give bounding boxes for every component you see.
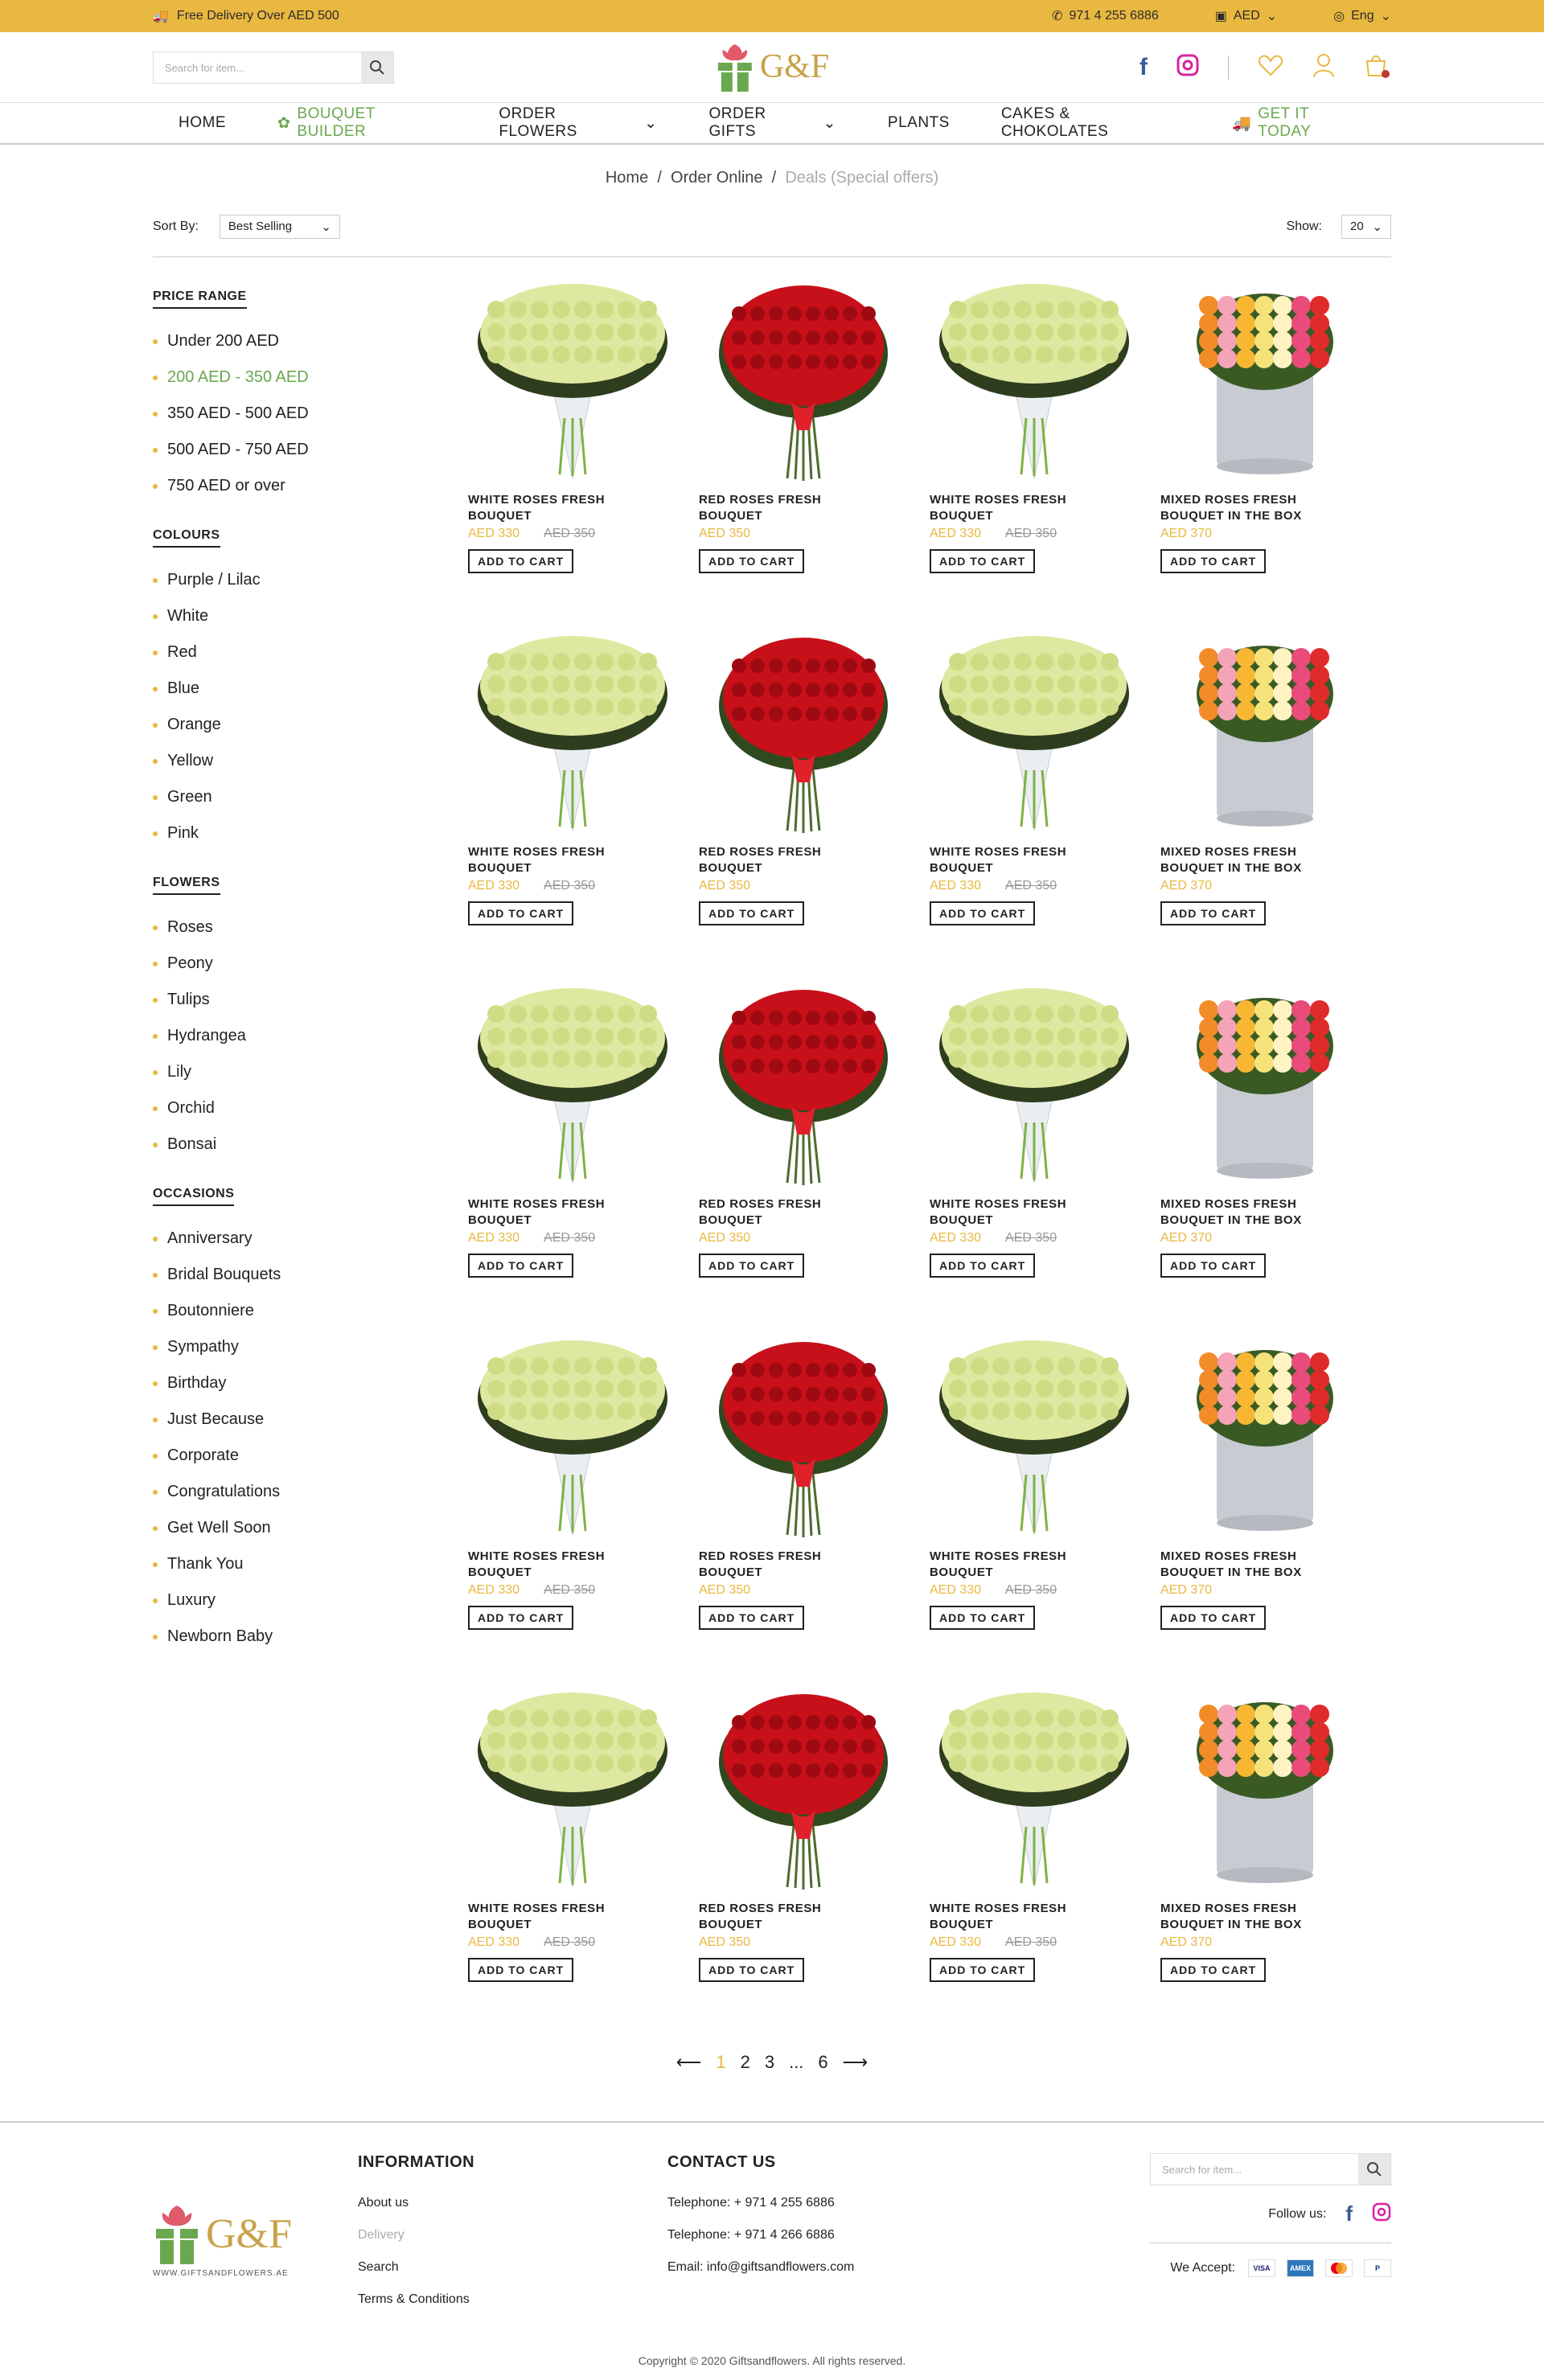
product-name[interactable]: RED ROSES FRESH BOUQUET bbox=[699, 1549, 822, 1579]
product-card[interactable] bbox=[1160, 1338, 1391, 1690]
product-image[interactable] bbox=[1168, 281, 1361, 482]
filter-flowers-item[interactable]: Orchid bbox=[153, 1090, 457, 1126]
nav-get-it-today[interactable]: 🚚 GET IT TODAY bbox=[1232, 105, 1312, 140]
add-to-cart-button[interactable]: ADD TO CART bbox=[930, 1606, 1035, 1630]
add-to-cart-button[interactable]: ADD TO CART bbox=[1160, 901, 1266, 925]
add-to-cart-button[interactable]: ADD TO CART bbox=[699, 1254, 804, 1278]
product-price: AED 330 AED 350 bbox=[468, 1583, 596, 1597]
product-price: AED 350 bbox=[699, 1583, 751, 1597]
add-to-cart-button[interactable]: ADD TO CART bbox=[930, 1254, 1035, 1278]
filter-colours-item[interactable]: Blue bbox=[153, 671, 457, 707]
product-card[interactable] bbox=[468, 1690, 699, 2042]
product-image[interactable] bbox=[707, 281, 900, 482]
truck-icon: 🚚 bbox=[153, 10, 169, 23]
add-to-cart-button[interactable]: ADD TO CART bbox=[699, 549, 804, 573]
filter-flowers-item[interactable]: Peony bbox=[153, 946, 457, 982]
product-old-price: AED 350 bbox=[544, 527, 596, 540]
product-name[interactable]: MIXED ROSES FRESH BOUQUET IN THE BOX bbox=[1160, 1902, 1302, 1931]
footer-about-link[interactable]: About us bbox=[358, 2196, 409, 2210]
product-old-price: AED 350 bbox=[1005, 879, 1057, 892]
product-image[interactable] bbox=[938, 1338, 1131, 1539]
product-image[interactable] bbox=[1168, 1690, 1361, 1891]
product-image[interactable] bbox=[707, 634, 900, 835]
product-price: AED 330 AED 350 bbox=[930, 527, 1057, 540]
phone-link[interactable]: ✆ 971 4 255 6886 bbox=[1052, 9, 1159, 23]
filter-colours-item[interactable]: Orange bbox=[153, 707, 457, 743]
product-card[interactable] bbox=[930, 281, 1160, 634]
instagram-icon[interactable] bbox=[1372, 2202, 1391, 2226]
product-image[interactable] bbox=[476, 986, 669, 1187]
product-name[interactable]: RED ROSES FRESH BOUQUET bbox=[699, 493, 822, 523]
filter-occasions-item[interactable]: Anniversary bbox=[153, 1221, 457, 1257]
footer-logo[interactable]: G&F WWW.GIFTSANDFLOWERS.AE bbox=[153, 2153, 358, 2346]
footer-right bbox=[1150, 2153, 1391, 2346]
filter-occasions-item[interactable]: Thank You bbox=[153, 1546, 457, 1582]
product-price: AED 330 AED 350 bbox=[930, 1935, 1057, 1949]
filter-price-item[interactable]: 500 AED - 750 AED bbox=[153, 432, 457, 468]
visa-icon: VISA bbox=[1248, 2259, 1275, 2277]
globe-icon: ◎ bbox=[1333, 10, 1345, 23]
filter-occasions-item[interactable]: Birthday bbox=[153, 1365, 457, 1401]
filter-colours-item[interactable]: Yellow bbox=[153, 743, 457, 779]
footer-phone-2[interactable]: Telephone: + 971 4 266 6886 bbox=[667, 2228, 835, 2242]
product-image[interactable] bbox=[707, 986, 900, 1187]
product-image[interactable] bbox=[476, 281, 669, 482]
paypal-icon: P bbox=[1364, 2259, 1391, 2277]
flowers-title: FLOWERS bbox=[153, 876, 220, 895]
logo[interactable] bbox=[715, 40, 829, 93]
header-search[interactable] bbox=[153, 51, 394, 84]
product-price: AED 330 AED 350 bbox=[468, 527, 596, 540]
product-name[interactable]: WHITE ROSES FRESH BOUQUET bbox=[468, 1549, 606, 1579]
product-card[interactable] bbox=[1160, 281, 1391, 634]
filter-flowers-item[interactable]: Lily bbox=[153, 1054, 457, 1090]
product-name[interactable]: MIXED ROSES FRESH BOUQUET IN THE BOX bbox=[1160, 493, 1302, 523]
filter-price-item[interactable]: 200 AED - 350 AED bbox=[153, 359, 457, 396]
add-to-cart-button[interactable]: ADD TO CART bbox=[468, 1254, 573, 1278]
product-old-price: AED 350 bbox=[544, 879, 596, 892]
product-card[interactable] bbox=[930, 986, 1160, 1338]
product-name[interactable]: RED ROSES FRESH BOUQUET bbox=[699, 1197, 822, 1227]
filter-colours-item[interactable]: Red bbox=[153, 634, 457, 671]
filter-flowers-item[interactable]: Hydrangea bbox=[153, 1018, 457, 1054]
product-name[interactable]: RED ROSES FRESH BOUQUET bbox=[699, 1902, 822, 1931]
product-image[interactable] bbox=[938, 986, 1131, 1187]
product-name[interactable]: WHITE ROSES FRESH BOUQUET bbox=[930, 1902, 1067, 1931]
filter-flowers-item[interactable]: Bonsai bbox=[153, 1126, 457, 1163]
product-card[interactable] bbox=[468, 281, 699, 634]
product-name[interactable]: MIXED ROSES FRESH BOUQUET IN THE BOX bbox=[1160, 845, 1302, 875]
product-name[interactable]: WHITE ROSES FRESH BOUQUET bbox=[930, 845, 1067, 875]
mastercard-icon bbox=[1325, 2259, 1353, 2277]
product-card[interactable] bbox=[699, 1690, 930, 2042]
product-name[interactable]: WHITE ROSES FRESH BOUQUET bbox=[930, 1549, 1067, 1579]
product-card[interactable] bbox=[930, 634, 1160, 986]
facebook-icon[interactable]: f bbox=[1345, 2202, 1353, 2226]
page-3[interactable]: 3 bbox=[764, 2052, 775, 2072]
header bbox=[0, 32, 1544, 103]
add-to-cart-button[interactable]: ADD TO CART bbox=[699, 1606, 804, 1630]
price-range-title: PRICE RANGE bbox=[153, 289, 247, 309]
nav-home[interactable]: HOME bbox=[179, 114, 226, 131]
product-card[interactable] bbox=[468, 986, 699, 1338]
product-card[interactable] bbox=[699, 1338, 930, 1690]
product-price: AED 370 bbox=[1160, 1231, 1213, 1245]
breadcrumb-order[interactable]: Order Online bbox=[671, 169, 763, 187]
product-image[interactable] bbox=[1168, 986, 1361, 1187]
breadcrumb-current: Deals (Special offers) bbox=[785, 169, 939, 187]
copyright: Copyright © 2020 Giftsandflowers. All rights reserved. bbox=[638, 2354, 906, 2367]
filter-sidebar bbox=[153, 281, 457, 2042]
flower-icon: ✿ bbox=[277, 114, 291, 132]
product-name[interactable]: WHITE ROSES FRESH BOUQUET bbox=[930, 1197, 1067, 1227]
language-select[interactable]: ◎ Eng ⌄ bbox=[1333, 9, 1391, 23]
filter-occasions-item[interactable]: Sympathy bbox=[153, 1329, 457, 1365]
footer-phone-1[interactable]: Telephone: + 971 4 255 6886 bbox=[667, 2196, 835, 2210]
footer-search-link[interactable]: Search bbox=[358, 2260, 399, 2274]
filter-price-item[interactable]: Under 200 AED bbox=[153, 323, 457, 359]
product-old-price: AED 350 bbox=[544, 1231, 596, 1245]
product-card[interactable] bbox=[468, 634, 699, 986]
breadcrumb-home[interactable]: Home bbox=[605, 169, 649, 187]
product-image[interactable] bbox=[707, 1690, 900, 1891]
product-name[interactable]: RED ROSES FRESH BOUQUET bbox=[699, 845, 822, 875]
add-to-cart-button[interactable]: ADD TO CART bbox=[1160, 549, 1266, 573]
prev-arrow-icon[interactable]: ⟵ bbox=[676, 2052, 702, 2072]
footer-search-input[interactable]: Search for item... bbox=[1162, 2164, 1242, 2176]
product-price: AED 350 bbox=[699, 527, 751, 540]
product-image[interactable] bbox=[938, 634, 1131, 835]
add-to-cart-button[interactable]: ADD TO CART bbox=[930, 901, 1035, 925]
add-to-cart-button[interactable]: ADD TO CART bbox=[1160, 1254, 1266, 1278]
product-card[interactable] bbox=[1160, 986, 1391, 1338]
amex-icon: AMEX bbox=[1287, 2259, 1314, 2277]
add-to-cart-button[interactable]: ADD TO CART bbox=[468, 901, 573, 925]
filter-occasions-item[interactable]: Bridal Bouquets bbox=[153, 1257, 457, 1293]
footer-search[interactable] bbox=[1150, 2153, 1391, 2185]
product-price: AED 350 bbox=[699, 1935, 751, 1949]
truck-icon: 🚚 bbox=[1232, 115, 1252, 132]
product-price: AED 350 bbox=[699, 1231, 751, 1245]
product-old-price: AED 350 bbox=[1005, 527, 1057, 540]
product-card[interactable] bbox=[699, 634, 930, 986]
colours-title: COLOURS bbox=[153, 528, 220, 548]
show-label: Show: bbox=[1286, 220, 1322, 233]
product-image[interactable] bbox=[1168, 634, 1361, 835]
filter-occasions-item[interactable]: Boutonniere bbox=[153, 1293, 457, 1329]
page-6[interactable]: 6 bbox=[818, 2052, 828, 2072]
filter-occasions-item[interactable]: Newborn Baby bbox=[153, 1619, 457, 1655]
logo-text: G&F bbox=[759, 48, 830, 85]
product-name[interactable]: MIXED ROSES FRESH BOUQUET IN THE BOX bbox=[1160, 1549, 1302, 1579]
nav-cakes[interactable]: CAKES & CHOKOLATES bbox=[1000, 105, 1109, 140]
page-1[interactable]: 1 bbox=[716, 2052, 726, 2072]
filter-occasions-item[interactable]: Just Because bbox=[153, 1401, 457, 1438]
nav-order-gifts[interactable]: ORDER GIFTS ⌄ bbox=[708, 105, 836, 140]
add-to-cart-button[interactable]: ADD TO CART bbox=[930, 1958, 1035, 1982]
product-old-price: AED 350 bbox=[1005, 1935, 1057, 1949]
product-image[interactable] bbox=[476, 1338, 669, 1539]
product-image[interactable] bbox=[938, 1690, 1131, 1891]
product-name[interactable]: WHITE ROSES FRESH BOUQUET bbox=[468, 1197, 606, 1227]
follow-label: Follow us: bbox=[1268, 2206, 1327, 2221]
product-price: AED 370 bbox=[1160, 879, 1213, 892]
sort-bar bbox=[153, 215, 1391, 257]
product-image[interactable] bbox=[1168, 1338, 1361, 1539]
nav-order-flowers[interactable]: ORDER FLOWERS ⌄ bbox=[499, 105, 658, 140]
nav-bouquet-builder[interactable]: ✿ BOUQUET BUILDER bbox=[277, 105, 376, 140]
product-price: AED 370 bbox=[1160, 527, 1213, 540]
product-price: AED 370 bbox=[1160, 1935, 1213, 1949]
product-old-price: AED 350 bbox=[1005, 1583, 1057, 1597]
search-icon[interactable] bbox=[1358, 2154, 1390, 2185]
footer-site: WWW.GIFTSANDFLOWERS.AE bbox=[153, 2269, 289, 2278]
page-ellipsis: ... bbox=[789, 2052, 804, 2072]
product-card[interactable] bbox=[1160, 634, 1391, 986]
add-to-cart-button[interactable]: ADD TO CART bbox=[468, 1958, 573, 1982]
product-image[interactable] bbox=[707, 1338, 900, 1539]
product-price: AED 330 AED 350 bbox=[930, 1583, 1057, 1597]
search-input[interactable]: Search for item... bbox=[165, 61, 244, 74]
divider bbox=[1228, 55, 1229, 80]
product-image[interactable] bbox=[476, 634, 669, 835]
product-price: AED 330 AED 350 bbox=[468, 1935, 596, 1949]
filter-occasions-item[interactable]: Get Well Soon bbox=[153, 1510, 457, 1546]
filter-flowers-item[interactable]: Roses bbox=[153, 909, 457, 946]
footer-information: INFORMATION About us Delivery Search Terms & Conditions bbox=[358, 2153, 667, 2346]
filter-occasions-item[interactable]: Corporate bbox=[153, 1438, 457, 1474]
accept-label: We Accept: bbox=[1170, 2261, 1235, 2275]
product-old-price: AED 350 bbox=[544, 1935, 596, 1949]
product-name[interactable]: WHITE ROSES FRESH BOUQUET bbox=[468, 1902, 606, 1931]
pagination bbox=[0, 2052, 1544, 2073]
filter-colours-item[interactable]: Green bbox=[153, 779, 457, 815]
product-name[interactable]: WHITE ROSES FRESH BOUQUET bbox=[468, 493, 606, 523]
product-image[interactable] bbox=[938, 281, 1131, 482]
footer-email[interactable]: Email: info@giftsandflowers.com bbox=[667, 2260, 855, 2274]
wallet-icon: ▣ bbox=[1214, 10, 1227, 23]
product-price: AED 330 AED 350 bbox=[468, 1231, 596, 1245]
footer-delivery-link[interactable]: Delivery bbox=[358, 2228, 404, 2242]
add-to-cart-button[interactable]: ADD TO CART bbox=[930, 549, 1035, 573]
filter-flowers-item[interactable]: Tulips bbox=[153, 982, 457, 1018]
filter-price-item[interactable]: 350 AED - 500 AED bbox=[153, 396, 457, 432]
product-price: AED 330 AED 350 bbox=[930, 1231, 1057, 1245]
product-card[interactable] bbox=[468, 1338, 699, 1690]
page-2[interactable]: 2 bbox=[740, 2052, 750, 2072]
product-name[interactable]: WHITE ROSES FRESH BOUQUET bbox=[930, 493, 1067, 523]
instagram-icon[interactable] bbox=[1176, 54, 1199, 80]
product-price: AED 330 AED 350 bbox=[930, 879, 1057, 892]
occasions-title: OCCASIONS bbox=[153, 1187, 234, 1206]
add-to-cart-button[interactable]: ADD TO CART bbox=[468, 1606, 573, 1630]
facebook-icon[interactable]: f bbox=[1140, 53, 1148, 80]
product-card[interactable] bbox=[930, 1690, 1160, 2042]
product-card[interactable] bbox=[930, 1338, 1160, 1690]
product-image[interactable] bbox=[476, 1690, 669, 1891]
filter-occasions-item[interactable]: Luxury bbox=[153, 1582, 457, 1619]
search-icon[interactable] bbox=[361, 52, 393, 83]
product-card[interactable] bbox=[699, 281, 930, 634]
cart-icon[interactable] bbox=[1364, 51, 1391, 83]
sort-label: Sort By: bbox=[153, 220, 199, 233]
product-grid bbox=[468, 281, 1391, 2042]
add-to-cart-button[interactable]: ADD TO CART bbox=[468, 549, 573, 573]
phone-icon: ✆ bbox=[1052, 10, 1063, 23]
filter-colours-item[interactable]: White bbox=[153, 598, 457, 634]
add-to-cart-button[interactable]: ADD TO CART bbox=[699, 1958, 804, 1982]
add-to-cart-button[interactable]: ADD TO CART bbox=[1160, 1606, 1266, 1630]
product-price: AED 370 bbox=[1160, 1583, 1213, 1597]
gift-flower-icon bbox=[715, 40, 755, 93]
show-select[interactable]: 20 ⌄ bbox=[1341, 215, 1391, 239]
currency-select[interactable]: ▣ AED ⌄ bbox=[1214, 9, 1278, 23]
footer-contact: CONTACT US Telephone: + 971 4 255 6886 Telephone: + 971 4 266 6886 Email: info@giftsandflowers.com bbox=[667, 2153, 1150, 2346]
product-card[interactable] bbox=[1160, 1690, 1391, 2042]
filter-colours-item[interactable]: Purple / Lilac bbox=[153, 562, 457, 598]
user-icon[interactable] bbox=[1312, 52, 1335, 82]
filter-colours-item[interactable]: Pink bbox=[153, 815, 457, 851]
sort-select[interactable]: Best Selling ⌄ bbox=[220, 215, 340, 239]
breadcrumb: Home / Order Online / Deals (Special offers) bbox=[605, 169, 939, 187]
add-to-cart-button[interactable]: ADD TO CART bbox=[699, 901, 804, 925]
main-nav bbox=[0, 103, 1544, 145]
filter-occasions-item[interactable]: Congratulations bbox=[153, 1474, 457, 1510]
footer-terms-link[interactable]: Terms & Conditions bbox=[358, 2292, 470, 2306]
filter-price-item[interactable]: 750 AED or over bbox=[153, 468, 457, 504]
product-price: AED 330 AED 350 bbox=[468, 879, 596, 892]
product-price: AED 350 bbox=[699, 879, 751, 892]
product-name[interactable]: WHITE ROSES FRESH BOUQUET bbox=[468, 845, 606, 875]
product-old-price: AED 350 bbox=[1005, 1231, 1057, 1245]
heart-icon[interactable] bbox=[1258, 53, 1283, 81]
add-to-cart-button[interactable]: ADD TO CART bbox=[1160, 1958, 1266, 1982]
product-name[interactable]: MIXED ROSES FRESH BOUQUET IN THE BOX bbox=[1160, 1197, 1302, 1227]
top-bar bbox=[0, 0, 1544, 32]
nav-plants[interactable]: PLANTS bbox=[887, 114, 950, 131]
footer bbox=[0, 2121, 1544, 2346]
next-arrow-icon[interactable]: ⟶ bbox=[842, 2052, 868, 2072]
gift-flower-icon bbox=[153, 2202, 201, 2266]
product-old-price: AED 350 bbox=[544, 1583, 596, 1597]
product-card[interactable] bbox=[699, 986, 930, 1338]
delivery-text: Free Delivery Over AED 500 bbox=[176, 9, 339, 23]
